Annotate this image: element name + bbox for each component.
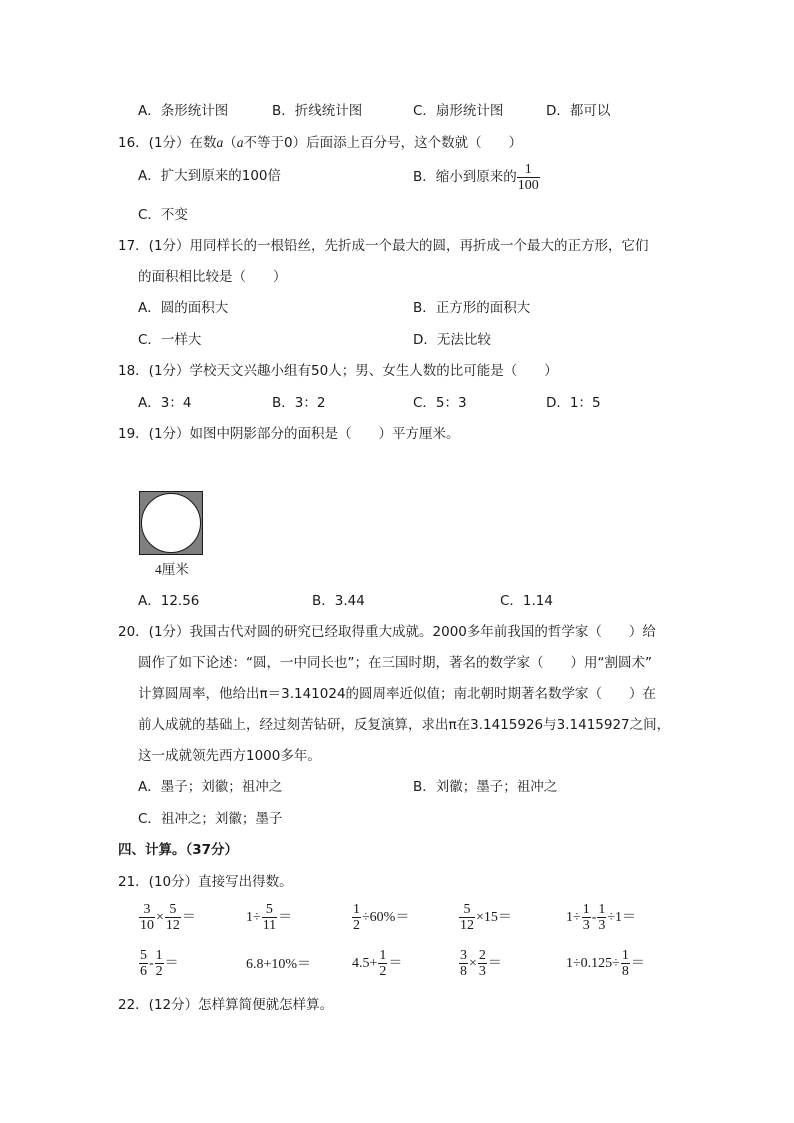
q18-option-b: B．3：2 xyxy=(272,395,326,411)
q16-variable-2: a xyxy=(236,135,244,150)
q19-option-a: A．12.56 xyxy=(138,593,200,609)
fraction: $\frac{5}{11}$ xyxy=(262,902,277,934)
q21-expr-2: 1÷ $\frac{5}{11}$ ＝ xyxy=(246,902,293,934)
q16-option-b-text: B．缩小到原来的 xyxy=(413,169,517,186)
q20-option-a: A．墨子；刘徽；祖冲之 xyxy=(138,779,283,795)
fraction: $\frac{1}{3}$ xyxy=(582,902,590,934)
fraction: $\frac{3}{10}$ xyxy=(140,902,154,934)
fraction: $\frac{1}{2}$ xyxy=(353,902,360,934)
q16-option-a: A．扩大到原来的100倍 xyxy=(138,168,282,184)
fraction: $\frac{3}{8}$ xyxy=(460,948,467,980)
fraction: $\frac{5}{6}$ xyxy=(140,948,147,980)
fraction: $\frac{1}{2}$ xyxy=(155,948,163,980)
q20-stem-line3: 计算圆周率，他给出π＝3.141024的圆周率近似值；南北朝时期著名数学家（ ）在 xyxy=(138,686,657,702)
q16-option-c: C．不变 xyxy=(138,207,188,223)
q17-stem-line1: 17．(1分）用同样长的一根铅丝，先折成一个最大的圆，再折成一个最大的正方形，它们 xyxy=(118,238,649,254)
q21-expr-10: 1÷0.125÷ $\frac{1}{8}$ ＝ xyxy=(566,948,645,980)
inscribed-circle xyxy=(141,493,201,553)
q21-expr-3: $\frac{1}{2}$ ÷60%＝ xyxy=(353,902,410,934)
fraction: $\frac{5}{12}$ xyxy=(165,902,180,934)
q16-stem-rest: 不等于0）后面添上百分号，这个数就（ ） xyxy=(243,135,523,151)
q18-option-c: C．5：3 xyxy=(413,395,467,411)
q20-stem-line1: 20．(1分）我国古代对圆的研究已经取得重大成就。2000多年前我国的哲学家（ ）给 xyxy=(118,624,656,640)
q15-option-c: C．扇形统计图 xyxy=(413,103,504,119)
q21-expr-4: $\frac{5}{12}$ ×15＝ xyxy=(460,902,512,934)
q18-option-a: A．3：4 xyxy=(138,395,192,411)
section-4-heading: 四、计算。（37分） xyxy=(118,842,239,858)
q20-stem-line2: 圆作了如下论述：“圆，一中同长也”；在三国时期，著名的数学家（ ）用“割圆术” xyxy=(138,655,652,671)
q20-stem-line5: 这一成就领先西方1000多年。 xyxy=(138,748,321,764)
q16-stem xyxy=(118,136,522,151)
q17-option-a: A．圆的面积大 xyxy=(138,300,229,316)
q21-stem: 21．(10分）直接写出得数。 xyxy=(118,874,293,890)
q19-figure-label: 4厘米 xyxy=(155,562,189,577)
q16-option-b-fraction: $\frac{1}{100}$ xyxy=(517,162,539,194)
q15-option-b: B．折线统计图 xyxy=(272,103,363,119)
q16-stem-prefix: 16．(1分）在数 xyxy=(118,135,217,151)
q20-option-b: B．刘徽；墨子；祖冲之 xyxy=(413,779,558,795)
fraction: $\frac{5}{12}$ xyxy=(460,902,474,934)
q17-option-b: B．正方形的面积大 xyxy=(413,300,531,316)
q21-expr-8: 4.5+ $\frac{1}{2}$ ＝ xyxy=(352,948,403,980)
q21-expr-9: $\frac{3}{8}$ × $\frac{2}{3}$ ＝ xyxy=(460,948,502,980)
q19-option-b: B．3.44 xyxy=(312,593,365,609)
q16-paren: （ xyxy=(223,135,237,151)
q19-stem: 19．(1分）如图中阴影部分的面积是（ ）平方厘米。 xyxy=(118,426,460,442)
q21-expr-7: 6.8+10%＝ xyxy=(246,957,312,972)
q21-expr-1: $\frac{3}{10}$ × $\frac{5}{12}$ ＝ xyxy=(140,902,196,934)
q21-expr-5: 1÷ $\frac{1}{3}$ - $\frac{1}{3}$ ÷1＝ xyxy=(566,902,637,934)
q20-stem-line4: 前人成就的基础上，经过刻苦钻研，反复演算，求出π在3.1415926与3.1415927之间， xyxy=(138,717,671,733)
fraction: $\frac{1}{2}$ xyxy=(379,948,387,980)
q17-stem-line2: 的面积相比较是（ ） xyxy=(138,269,287,285)
fraction: $\frac{1}{3}$ xyxy=(598,902,606,934)
q17-option-d: D．无法比较 xyxy=(413,332,491,348)
q20-option-c: C．祖冲之；刘徽；墨子 xyxy=(138,811,283,827)
shaded-square-figure xyxy=(139,491,203,555)
q21-expr-6: $\frac{5}{6}$ - $\frac{1}{2}$ ＝ xyxy=(140,948,179,980)
q18-option-d: D．1：5 xyxy=(546,395,601,411)
q15-option-d: D．都可以 xyxy=(546,103,611,119)
q16-variable: a xyxy=(216,135,224,150)
q16-option-b xyxy=(413,162,540,194)
q22-stem: 22．(12分）怎样算简便就怎样算。 xyxy=(118,997,334,1013)
q17-option-c: C．一样大 xyxy=(138,332,202,348)
q18-stem: 18．(1分）学校天文兴趣小组有50人；男、女生人数的比可能是（ ） xyxy=(118,363,558,379)
fraction: $\frac{1}{8}$ xyxy=(621,948,629,980)
q15-option-a: A．条形统计图 xyxy=(138,103,229,119)
fraction: $\frac{2}{3}$ xyxy=(478,948,486,980)
q19-option-c: C．1.14 xyxy=(500,593,553,609)
